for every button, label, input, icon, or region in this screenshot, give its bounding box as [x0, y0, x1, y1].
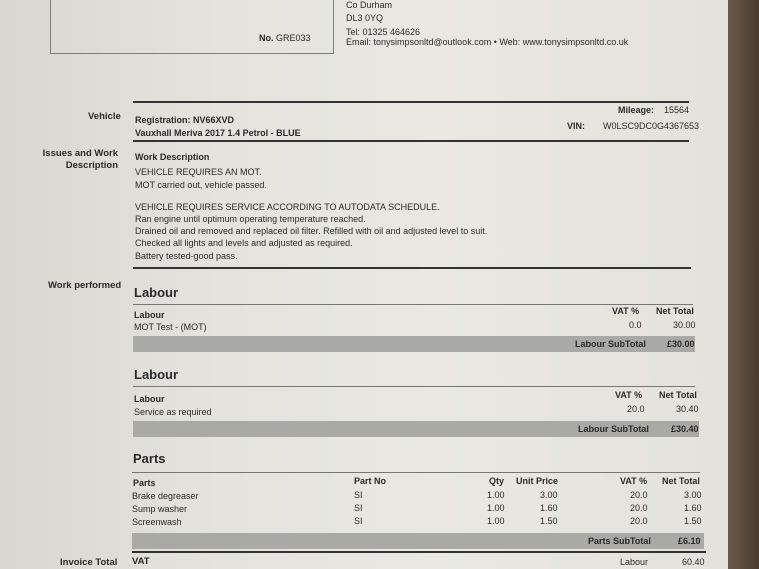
vat-col-header: VAT %	[615, 390, 643, 400]
work-description-line: Checked all lights and levels and adjusted as required.	[135, 238, 353, 248]
labour-col-header: Labour	[134, 394, 165, 404]
desk-background	[728, 0, 759, 569]
divider	[132, 551, 706, 553]
work-description-line: Ran engine until optimum operating temperature reached.	[135, 214, 366, 224]
parts-section-title: Parts	[133, 451, 166, 466]
divider	[132, 472, 700, 473]
company-county: Co Durham	[346, 0, 393, 10]
labour-vat: 20.0	[627, 404, 645, 414]
divider	[133, 386, 695, 387]
mileage-value: 15564	[664, 105, 690, 115]
part-name: Screenwash	[132, 517, 182, 527]
part-unit-price: 1.50	[540, 516, 558, 526]
vat-col-header: VAT %	[612, 306, 640, 316]
invoice-total-label: Invoice Total	[60, 557, 118, 568]
labour-item: MOT Test - (MOT)	[134, 322, 207, 332]
labour-vat: 0.0	[629, 320, 642, 330]
part-net: 1.60	[684, 503, 702, 513]
invoice-number-value: GRE033	[276, 33, 311, 43]
labour-section-title: Labour	[134, 285, 179, 300]
part-name: Sump washer	[132, 504, 188, 514]
subtotal-value: £6.10	[678, 536, 701, 546]
vehicle-description: Vauxhall Meriva 2017 1.4 Petrol - BLUE	[135, 128, 301, 138]
part-name: Brake degreaser	[132, 491, 199, 501]
divider	[133, 304, 693, 305]
company-email-web: Email: tonysimpsonltd@outlook.com • Web: www.tonysimpsonltd.co.uk	[346, 37, 629, 47]
work-description-line: VEHICLE REQUIRES AN MOT.	[135, 167, 262, 177]
divider	[133, 267, 691, 269]
subtotal-label: Parts SubTotal	[588, 536, 651, 546]
net-col-header: Net Total	[656, 306, 694, 316]
divider	[133, 101, 689, 103]
net-col-header: Net Total	[659, 390, 697, 400]
issues-section-label-2: Description	[65, 160, 118, 171]
labour-item: Service as required	[134, 407, 212, 417]
labour-net: 30.00	[673, 320, 696, 330]
vat-label: VAT	[132, 556, 150, 567]
vehicle-registration: Registration: NV66XVD	[135, 115, 235, 125]
work-description-line: Battery tested-good pass.	[135, 251, 238, 261]
work-description-heading: Work Description	[135, 152, 210, 162]
labour-col-header: Labour	[134, 310, 165, 320]
subtotal-value: £30.00	[667, 339, 695, 349]
invoice-number	[259, 33, 311, 43]
part-net: 3.00	[684, 490, 702, 500]
parts-col-header: Parts	[133, 478, 156, 488]
customer-address-box	[50, 0, 334, 54]
subtotal-label: Labour SubTotal	[575, 339, 646, 349]
work-description-line: MOT carried out, vehicle passed.	[135, 180, 267, 190]
part-unit-price: 1.60	[540, 503, 558, 513]
labour-total-value: 60.40	[682, 557, 705, 567]
part-unit-price: 3.00	[540, 490, 558, 500]
part-number: SI	[354, 490, 363, 500]
part-vat: 20.0	[630, 516, 648, 526]
divider	[133, 140, 689, 142]
vin-value: W0LSC9DC0G4367653	[603, 121, 700, 131]
part-vat: 20.0	[630, 490, 648, 500]
part-qty: 1.00	[487, 516, 505, 526]
part-number: SI	[354, 503, 363, 513]
labour-net: 30.40	[676, 404, 699, 414]
vin-label: VIN:	[567, 121, 585, 131]
partno-col-header: Part No	[354, 476, 387, 486]
work-description-line: VEHICLE REQUIRES SERVICE ACCORDING TO AUTODATA SCHEDULE.	[135, 202, 440, 212]
subtotal-label: Labour SubTotal	[578, 424, 649, 434]
vehicle-section-label: Vehicle	[88, 111, 121, 122]
net-col-header: Net Total	[662, 476, 700, 486]
work-description-line: Drained oil and removed and replaced oil filter. Refilled with oil and adjusted level to suit.	[135, 226, 488, 236]
part-qty: 1.00	[487, 490, 505, 500]
unit-price-col-header: Unit Price	[516, 476, 559, 486]
part-qty: 1.00	[487, 503, 505, 513]
subtotal-value: £30.40	[671, 424, 699, 434]
labour-section-title: Labour	[134, 367, 179, 382]
work-performed-label: Work performed	[48, 280, 122, 291]
part-net: 1.50	[684, 516, 702, 526]
issues-section-label-1: Issues and Work	[42, 148, 118, 159]
vat-col-header: VAT %	[620, 476, 648, 486]
mileage-label: Mileage:	[618, 105, 655, 115]
invoice-number-label: No.	[259, 33, 274, 43]
labour-total-label: Labour	[620, 557, 649, 567]
company-postcode: DL3 0YQ	[346, 13, 384, 23]
part-number: SI	[354, 516, 363, 526]
part-vat: 20.0	[630, 503, 648, 513]
company-telephone: Tel: 01325 464626	[346, 27, 421, 37]
qty-col-header: Qty	[489, 476, 505, 486]
